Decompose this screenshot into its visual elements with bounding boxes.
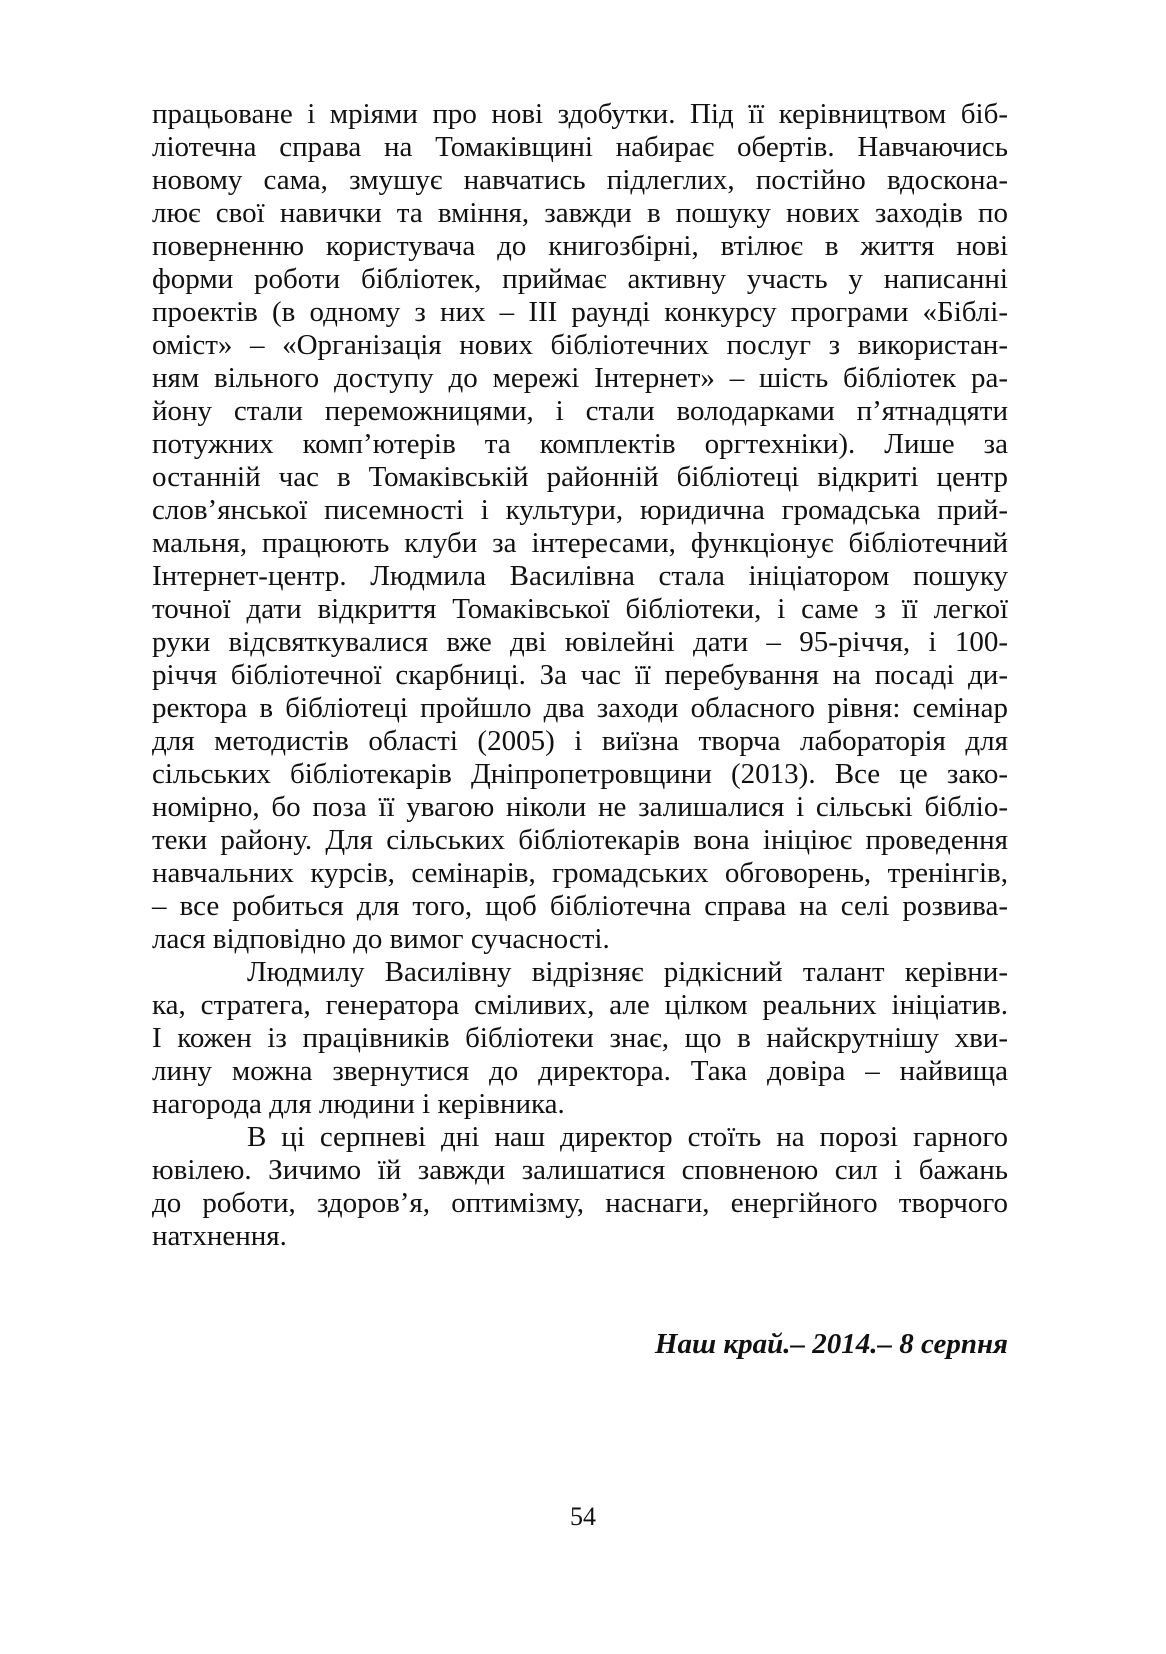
text-line: новому сама, змушує навчатись підлеглих, постійно вдоскона- [152, 164, 1008, 196]
text-line: поверненню користувача до книгозбірні, втілює в життя нові [152, 230, 1008, 262]
text-line: номірно, бо поза її увагою ніколи не залишалися і сільські бібліо- [152, 791, 1008, 823]
text-line: нагорода для людини і керівника. [152, 1088, 565, 1120]
text-line: лину можна звернутися до директора. Така довіра – найвища [152, 1055, 1008, 1087]
text-line: потужних комп’ютерів та комплектів оргтехніки). Лише за [152, 428, 1008, 460]
text-line: проектів (в одному з них – ІІІ раунді конкурсу програми «Біблі- [152, 296, 1008, 328]
paragraph-first-line: Людмилу Василівну відрізняє рідкісний талант керівни- [247, 956, 1008, 988]
page-number: 54 [570, 1502, 596, 1531]
text-line: – все робиться для того, щоб бібліотечна справа на селі розвива- [152, 890, 1008, 922]
text-line: навчальних курсів, семінарів, громадських обговорень, тренінгів, [152, 857, 1008, 889]
text-line: ліотечна справа на Томаківщині набирає обертів. Навчаючись [152, 131, 1008, 163]
text-line: натхнення. [152, 1220, 287, 1252]
text-line: форми роботи бібліотек, приймає активну участь у написанні [152, 263, 1008, 295]
text-line: ректора в бібліотеці пройшло два заходи обласного рівня: семінар [152, 692, 1008, 724]
text-line: сільських бібліотекарів Дніпропетровщини (2013). Все це зако- [152, 758, 1008, 790]
text-line: слов’янської писемності і культури, юридична громадська прий- [152, 494, 1008, 526]
text-line: річчя бібліотечної скарбниці. За час її перебування на посаді ди- [152, 659, 1008, 691]
source-citation: Наш край.– 2014.– 8 серпня [654, 1328, 1008, 1360]
text-line: ювілею. Зичимо їй завжди залишатися сповненою сил і бажань [152, 1154, 1008, 1186]
text-line: для методистів області (2005) і виїзна творча лабораторія для [152, 725, 1008, 757]
text-line: лює свої навички та вміння, завжди в пошуку нових заходів по [152, 197, 1008, 229]
text-line: Інтернет-центр. Людмила Василівна стала ініціатором пошуку [152, 560, 1008, 592]
text-line: точної дати відкриття Томаківської бібліотеки, і саме з її легкої [152, 593, 1008, 625]
text-line: працьоване і мріями про нові здобутки. Під її керівництвом біб- [152, 98, 1008, 130]
text-line: лася відповідно до вимог сучасності. [152, 923, 610, 955]
text-line: мальня, працюють клуби за інтересами, функціонує бібліотечний [152, 527, 1008, 559]
document-page [152, 97, 1008, 1547]
text-line: І кожен із працівників бібліотеки знає, що в найскрутнішу хви- [152, 1022, 1008, 1054]
text-line: ням вільного доступу до мережі Інтернет» – шість бібліотек ра- [152, 362, 1008, 394]
text-line: до роботи, здоров’я, оптимізму, наснаги, енергійного творчого [152, 1187, 1008, 1219]
text-line: теки району. Для сільських бібліотекарів вона ініціює проведення [152, 824, 1008, 856]
text-line: йону стали переможницями, і стали володарками п’ятнадцяти [152, 395, 1008, 427]
text-line: ка, стратега, генератора сміливих, але цілком реальних ініціатив. [152, 989, 1008, 1021]
text-line: останній час в Томаківській районній бібліотеці відкриті центр [152, 461, 1008, 493]
paragraph-first-line: В ці серпневі дні наш директор стоїть на порозі гарного [247, 1121, 1008, 1153]
text-line: руки відсвяткувалися вже дві ювілейні дати – 95-річчя, і 100- [152, 626, 1008, 658]
text-line: оміст» – «Організація нових бібліотечних послуг з використан- [152, 329, 1008, 361]
